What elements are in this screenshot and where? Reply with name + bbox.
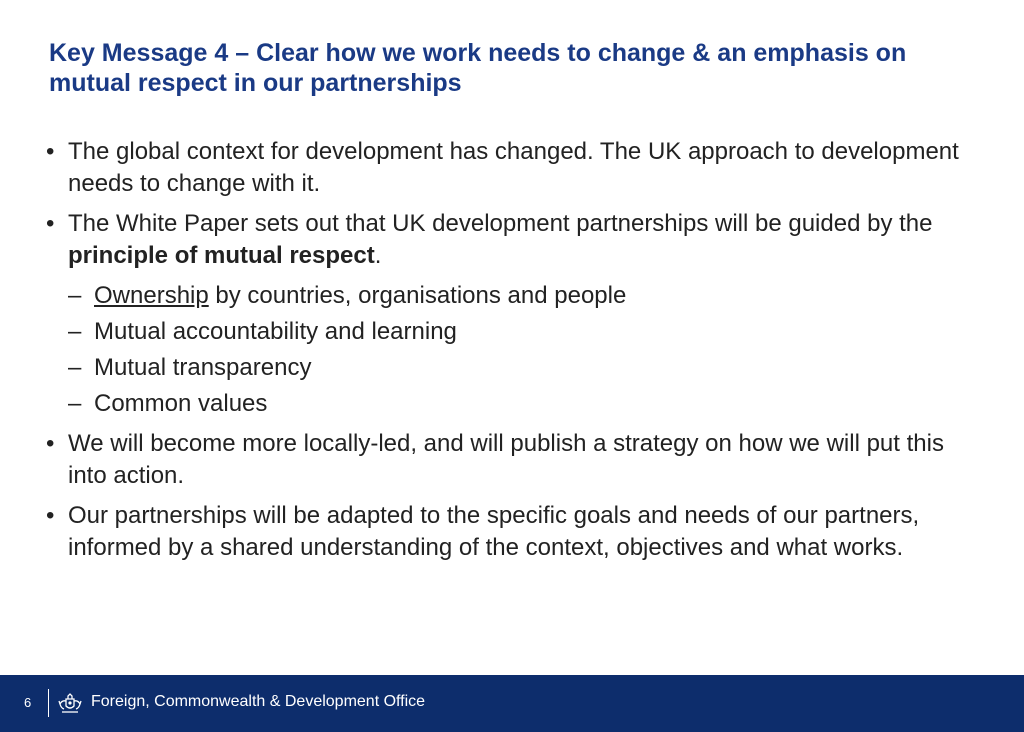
bullet-text: The global context for development has changed. The UK approach to development needs to change with it. (68, 138, 959, 197)
sub-bullet-dash: – (68, 318, 82, 345)
sub-bullet-text: Mutual transparency (94, 354, 312, 381)
bullet-text: Our partnerships will be adapted to the specific goals and needs of our partners, informed by a shared understanding of the context, objectives and what works. (68, 502, 920, 561)
sub-bullet-item (46, 280, 986, 312)
sub-bullet-item (46, 388, 986, 420)
bullet-dot: • (46, 138, 55, 165)
bullet-text: We will become more locally-led, and will publish a strategy on how we will put this into action. (68, 430, 944, 489)
sub-bullet-dash: – (68, 390, 82, 417)
bullet-dot: • (46, 502, 55, 529)
sub-bullet-text: Mutual accountability and learning (94, 318, 457, 345)
bullet-dot: • (46, 430, 55, 457)
sub-bullet-list (46, 280, 986, 420)
footer-divider (48, 689, 49, 717)
sub-bullet-text: Common values (94, 390, 268, 417)
organisation-name: Foreign, Commonwealth & Development Office (91, 693, 426, 710)
sub-bullet-dash: – (68, 282, 82, 309)
bullet-text-end: . (374, 242, 382, 269)
bullet-text: The White Paper sets out that UK development partnerships will be guided by the (68, 210, 933, 237)
sub-bullet-text: by countries, organisations and people (208, 282, 627, 309)
bullet-item (46, 428, 986, 492)
bullet-item (46, 208, 986, 272)
bullet-item (46, 136, 986, 200)
bullet-item (46, 500, 986, 564)
royal-coat-of-arms-icon (57, 691, 83, 720)
bullet-dot: • (46, 210, 55, 237)
bullet-list (46, 136, 986, 572)
page-number: 6 (24, 695, 32, 710)
sub-bullet-item (46, 316, 986, 348)
slide-title: Key Message 4 – Clear how we work needs to change & an emphasis on mutual respect in our partnerships (49, 39, 907, 97)
sub-bullet-dash: – (68, 354, 82, 381)
footer-bar (0, 675, 1024, 732)
bullet-bold-phrase: principle of mutual respect (68, 242, 375, 269)
ownership-underlined: Ownership (94, 282, 209, 309)
sub-bullet-item (46, 352, 986, 384)
